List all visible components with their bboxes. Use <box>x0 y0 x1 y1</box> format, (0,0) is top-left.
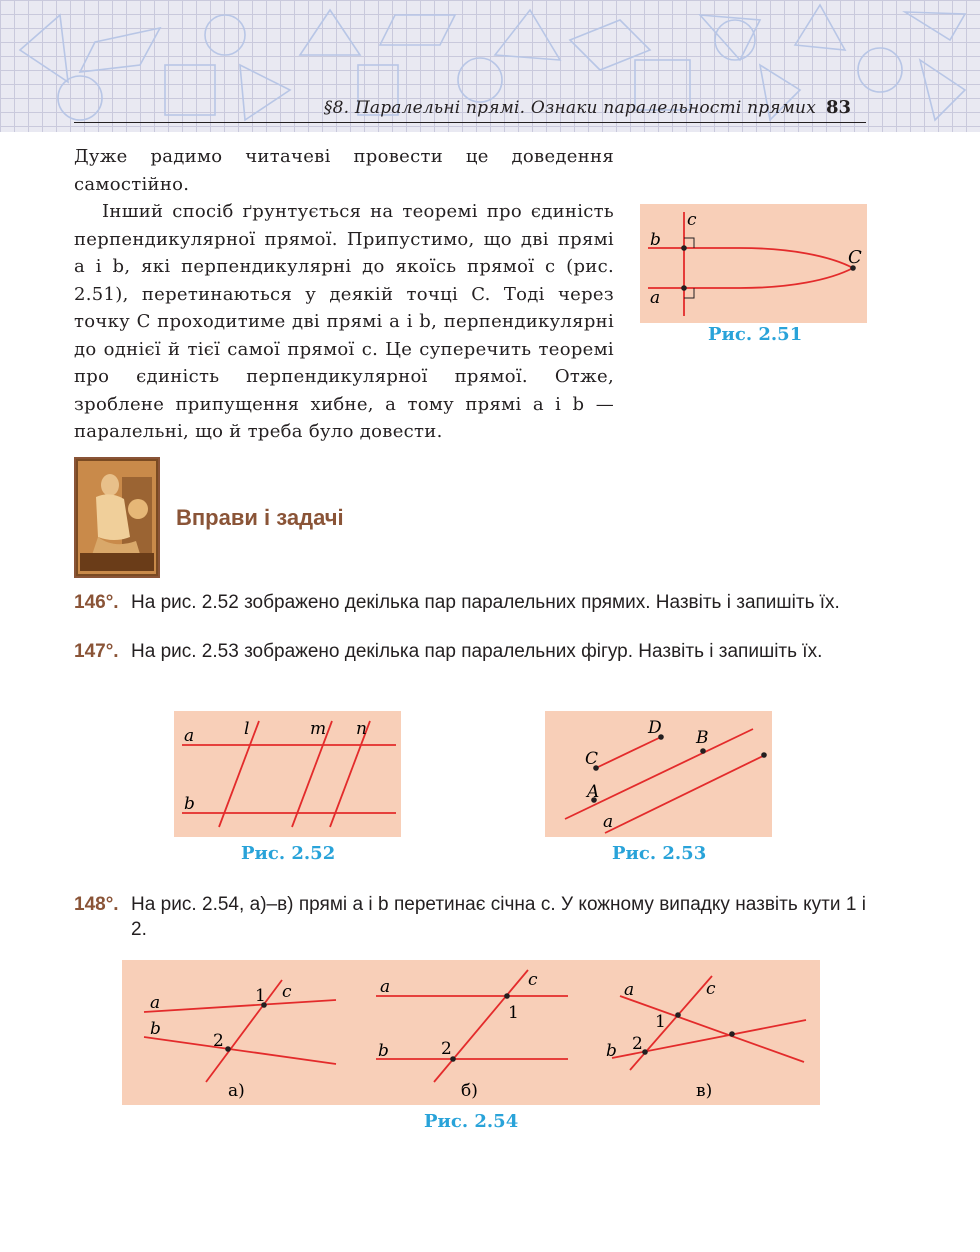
label-D: D <box>648 718 662 738</box>
label-2: 2 <box>441 1039 452 1059</box>
label-c: c <box>706 979 716 999</box>
label-a: a <box>603 812 614 832</box>
caption-2-54: Рис. 2.54 <box>424 1111 519 1132</box>
label-C: C <box>585 749 599 769</box>
label-n: n <box>356 719 367 739</box>
label-2: 2 <box>632 1034 643 1054</box>
label-b: b <box>650 230 661 250</box>
panel-c <box>606 976 806 1101</box>
task-number: 147°. <box>74 641 119 662</box>
sublabel-a: а) <box>228 1081 245 1101</box>
caption-2-52: Рис. 2.52 <box>241 843 336 864</box>
caption-2-51: Рис. 2.51 <box>708 324 803 345</box>
label-2: 2 <box>213 1031 224 1051</box>
figure-2-52 <box>174 711 401 837</box>
paragraph-1: Дуже радимо читачеві провести це доведення самостійно. <box>74 146 614 195</box>
panel-b <box>376 970 568 1101</box>
sublabel-b: б) <box>461 1081 478 1101</box>
label-a: a <box>624 980 635 1000</box>
label-c: c <box>282 982 292 1002</box>
figure-2-54 <box>122 960 820 1105</box>
task-148 <box>74 892 866 942</box>
figure-2-54-drawing <box>122 960 820 1105</box>
panel-a <box>144 980 336 1101</box>
label-a: a <box>184 726 195 746</box>
task-number: 146°. <box>74 592 119 613</box>
label-B: B <box>696 728 709 748</box>
label-A: A <box>587 782 600 802</box>
figure-2-51-drawing <box>640 204 867 323</box>
task-number: 148°. <box>74 894 119 915</box>
paragraph-2: Інший спосіб ґрунтується на теоремі про єдиність перпендикулярної прямої. Припустимо, що дві прямі a і b, які перпендикулярні до якоїсь прямої c (рис. 2.51), перетинаються у деякій точці C. Тоді через точку C проходитиме дві прямі a і b, перпендикулярні до однієї й тієї самої прямої c. Це суперечить теоремі про єдиність перпендикулярної прямої. Отже, зроблене припущення хибне, а тому прямі a і b — паралельні, що й треба було довести. <box>74 201 614 442</box>
label-b: b <box>184 794 195 814</box>
label-c: c <box>528 970 538 990</box>
task-text: На рис. 2.52 зображено декілька пар паралельних прямих. Назвіть і запишіть їх. <box>131 592 840 613</box>
label-b: b <box>606 1041 617 1061</box>
sublabel-c: в) <box>696 1081 713 1101</box>
header-divider <box>74 122 866 123</box>
label-b: b <box>150 1019 161 1039</box>
label-a: a <box>650 288 661 308</box>
label-1: 1 <box>255 986 266 1006</box>
section-title: Вправи і задачі <box>176 505 344 530</box>
task-147 <box>74 639 866 664</box>
figure-2-52-drawing <box>174 711 401 837</box>
label-c: c <box>687 210 697 230</box>
figure-2-53 <box>545 711 772 837</box>
task-text: На рис. 2.54, а)–в) прямі a і b перетинає січна c. У кожному випадку назвіть кути 1 і 2. <box>131 894 866 940</box>
task-text: На рис. 2.53 зображено декілька пар паралельних фігур. Назвіть і запишіть їх. <box>131 641 823 662</box>
task-146 <box>74 590 866 615</box>
running-title: §8. Паралельні прямі. Ознаки паралельності прямих <box>323 98 816 118</box>
label-m: m <box>310 719 327 739</box>
label-1: 1 <box>508 1003 519 1023</box>
label-b: b <box>378 1041 389 1061</box>
page-number: 83 <box>826 97 852 118</box>
label-a: a <box>150 993 161 1013</box>
figure-2-53-drawing <box>545 711 772 837</box>
label-l: l <box>244 719 250 739</box>
label-a: a <box>380 977 391 997</box>
figure-2-51 <box>640 204 867 323</box>
caption-2-53: Рис. 2.53 <box>612 843 707 864</box>
statue-illustration <box>74 457 160 578</box>
label-1: 1 <box>655 1012 666 1032</box>
label-C: C <box>848 247 862 268</box>
